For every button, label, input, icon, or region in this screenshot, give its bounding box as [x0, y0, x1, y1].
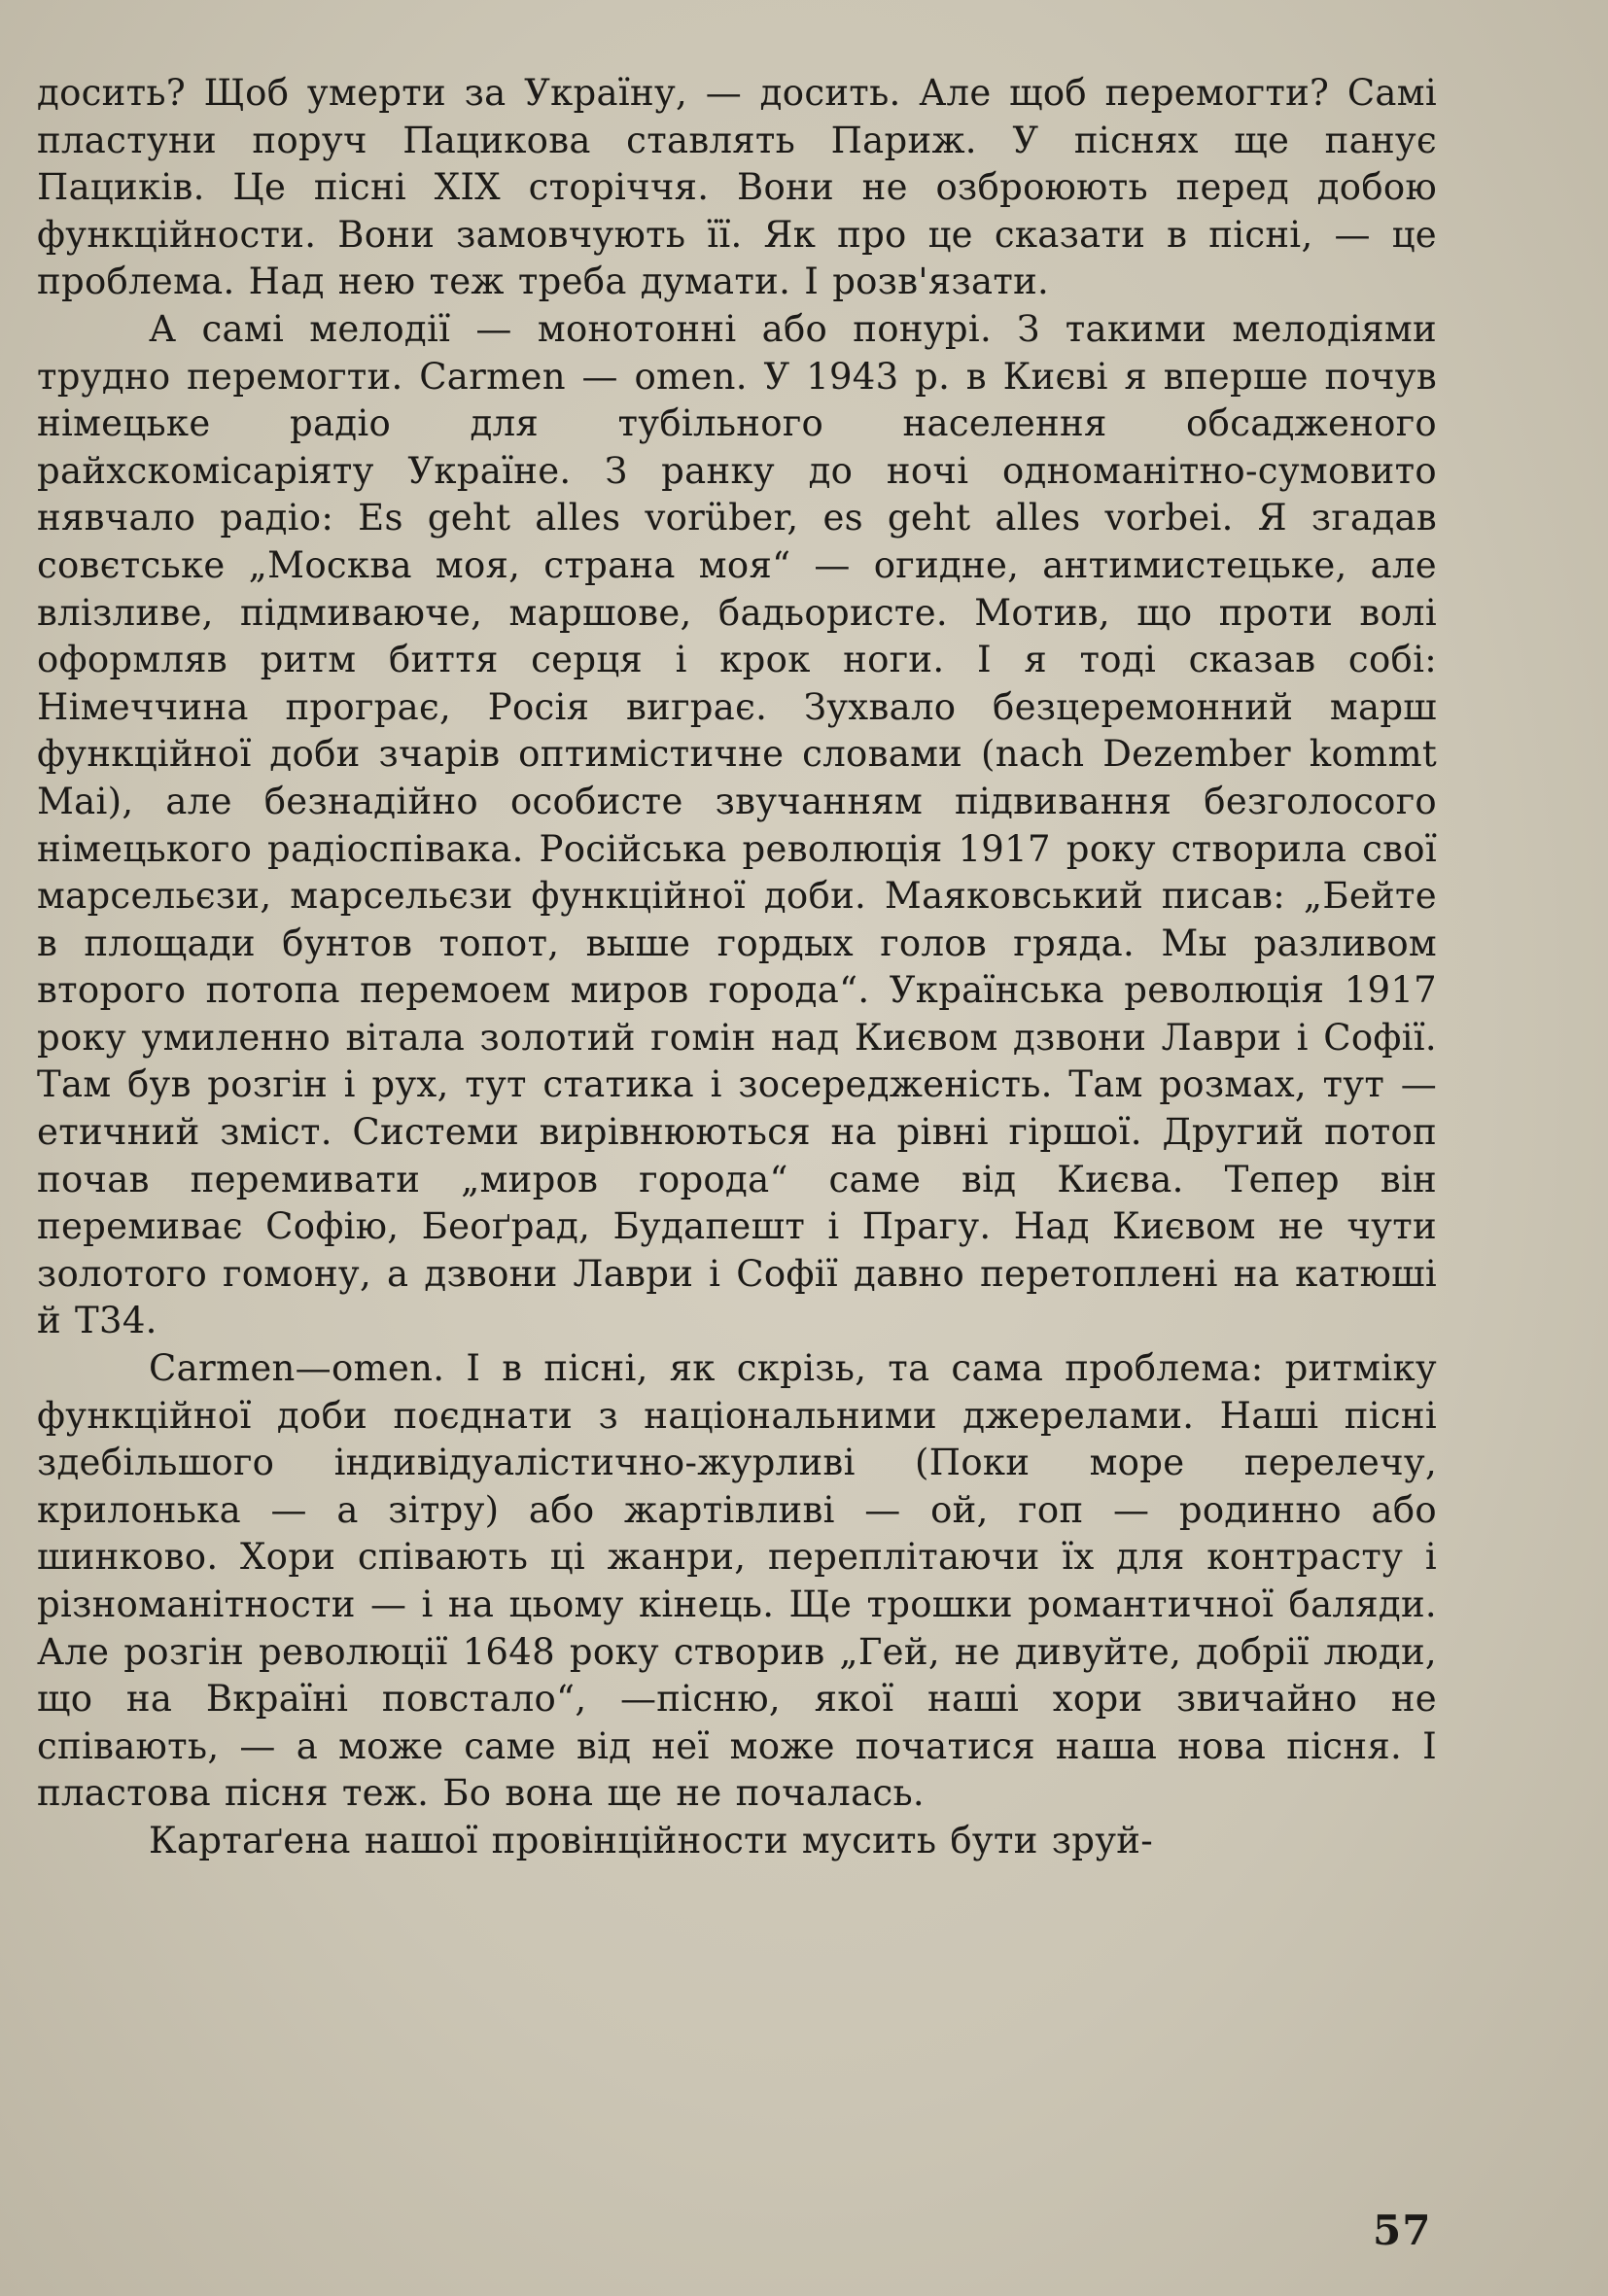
paragraph-4: Картаґена нашої провінційности мусить бути зруй-	[149, 1819, 1154, 1861]
paragraph-1: досить? Щоб умерти за Україну, — досить. Але щоб перемогти? Самі пластуни поруч Пацикова ставлять Париж. У піснях ще панує Пациків. Це пісні XIX сторіччя. Вони не озброюють перед добою функційности. Вони замовчують її. Як про це сказати в пісні, — це проблема. Над нею теж треба думати. І розв'язати.	[37, 72, 1437, 303]
paragraph-3: Carmen—omen. І в пісні, як скрізь, та сама проблема: ритміку функційної доби поєднати з національними джерелами. Наші пісні здебільшого індивідуалістично-журливі (Поки море перелечу, крилонька — а зітру) або жартівливі — ой, гоп — родинно або шинково. Хори співають ці жанри, переплітаючи їх для контрасту і різноманітности — і на цьому кінець. Ще трошки романтичної баляди. Але розгін революції 1648 року створив „Гей, не дивуйте, добрії люди, що на Вкраїні повстало“, —пісню, якої наші хори звичайно не співають, — а може саме від неї може початися наша нова пісня. І пластова пісня теж. Бо вона ще не почалась.	[37, 1347, 1437, 1815]
body-text	[37, 70, 1437, 1865]
paragraph-2: А самі мелодії — монотонні або понурі. З такими мелодіями трудно перемогти. Carmen — omen. У 1943 р. в Києві я вперше почув німецьке радіо для тубільного населення обсадженого райхскомісаріяту Україне. З ранку до ночі одноманітно-сумовито нявчало радіо: Es geht alles vorüber, es geht alles vorbei. Я згадав совєтське „Москва моя, страна моя“ — огидне, антимистецьке, але влізливе, підмиваюче, маршове, бадьористе. Мотив, що проти волі оформляв ритм биття серця і крок ноги. І я тоді сказав собі: Німеччина програє, Росія виграє. Зухвало безцеремонний марш функційної доби зчарів оптимістичне словами (nach Dezember kommt Mai), але безнадійно особисте звучанням підвивання безголосого німецького радіоспівака. Російська революція 1917 року створила свої марсельєзи, марсельєзи функційної доби. Маяковський писав: „Бейте в площади бунтов топот, выше гордых голов гряда. Мы разливом второго потопа перемоем миров города“. Українська революція 1917 року умиленно вітала золотий гомін над Києвом дзвони Лаври і Софії. Там був розгін і рух, тут статика і зосередженість. Там розмах, тут — етичний зміст. Системи вирівнюються на рівні гіршої. Другий потоп почав перемивати „миров города“ саме від Києва. Тепер він перемиває Софію, Беоґрад, Будапешт і Прагу. Над Києвом не чути золотого гомону, а дзвони Лаври і Софії давно перетоплені на катюші й Т34.	[37, 307, 1437, 1342]
page-number: 57	[1373, 2207, 1432, 2254]
